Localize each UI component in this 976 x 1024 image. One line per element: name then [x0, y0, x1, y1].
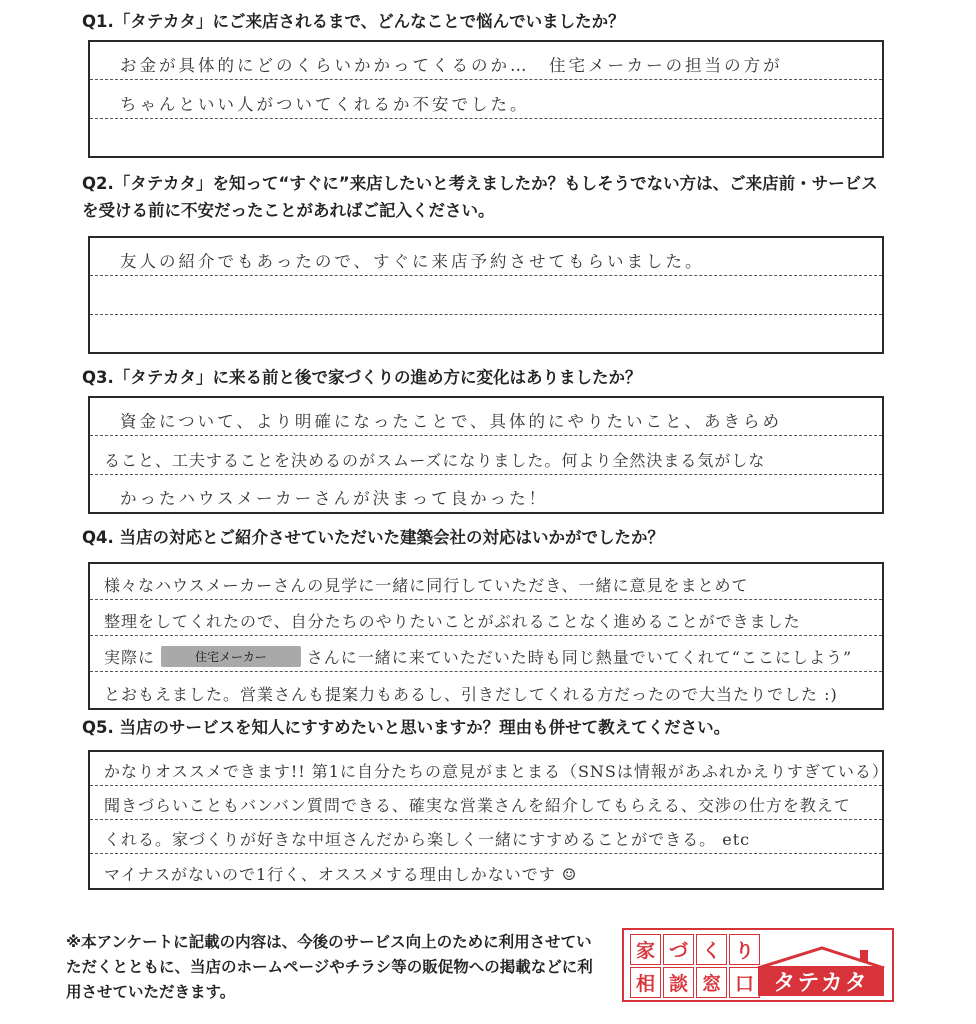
question-3-label: Q3.「タテカタ」に来る前と後で家づくりの進め方に変化はありましたか？ [82, 368, 642, 387]
answer-text: 整理をしてくれたので、自分たちのやりたいことがぶれることなく進めることができました [104, 612, 801, 631]
answer-text: かなりオススメできます!! 第1に自分たちの意見がまとまる（SNSは情報があふれかえりすぎている） [104, 762, 889, 781]
answer-text-rest: さんに一緒に来ていただいた時も同じ熱量でいてくれて“ここにしよう” [306, 648, 853, 667]
logo-char: り [729, 934, 760, 965]
answer-line [90, 786, 882, 820]
answer-line [90, 315, 882, 352]
answer-line [90, 752, 889, 786]
answer-text: とおもえました。営業さんも提案力もあるし、引きだしてくれる方だったので大当たりでした :) [104, 685, 838, 704]
logo-char: 窓 [696, 967, 727, 998]
answer-box-q1 [88, 40, 884, 158]
answer-line [90, 276, 882, 315]
logo-char: く [696, 934, 727, 965]
logo-char: 談 [663, 967, 694, 998]
answer-line [90, 600, 882, 636]
answer-line [90, 820, 882, 854]
answer-line [90, 564, 882, 600]
answer-line [90, 238, 882, 276]
answer-box-q4 [88, 562, 884, 710]
logo-char-grid [630, 934, 760, 998]
answer-text: ること、工夫することを決めるのがスムーズになりました。何より全然決まる気がしな [104, 451, 766, 470]
answer-box-q5 [88, 750, 889, 890]
answer-text: 友人の紹介でもあったので、すぐに来店予約させてもらいました。 [120, 252, 705, 271]
answer-text [104, 645, 852, 668]
logo-brand-name: タテカタ [758, 966, 884, 996]
answer-line [90, 80, 882, 119]
question-1-label: Q1.「タテカタ」にご来店されるまで、どんなことで悩んでいましたか？ [82, 12, 625, 31]
answer-text: マイナスがないので1行く、オススメする理由しかないです ☺ [104, 865, 578, 884]
answer-text: かったハウスメーカーさんが決まって良かった！ [120, 489, 549, 508]
answer-line [90, 42, 882, 80]
logo-char: づ [663, 934, 694, 965]
answer-line [90, 854, 882, 888]
answer-box-q2 [88, 236, 884, 354]
answer-line-prefix: 実際に [104, 648, 156, 667]
answer-text: 資金について、より明確になったことで、具体的にやりたいこと、あきらめ [120, 412, 783, 431]
tatekata-logo [622, 928, 894, 1002]
logo-char: 口 [729, 967, 760, 998]
question-2-label: Q2.「タテカタ」を知って“すぐに”来店したいと考えましたか？もしそうでない方は、ご来店前・サービスを受ける前に不安だったことがあればご記入ください。 [82, 174, 878, 220]
answer-line [90, 119, 882, 156]
answer-text: 様々なハウスメーカーさんの見学に一緒に同行していただき、一緒に意見をまとめて [104, 576, 749, 595]
question-4-label: Q4. 当店の対応とご紹介させていただいた建築会社の対応はいかがでしたか？ [82, 528, 665, 547]
answer-box-q3 [88, 396, 884, 514]
answer-line [90, 636, 882, 672]
footnote: ※本アンケートに記載の内容は、今後のサービス向上のために利用させていただくとともに、当店のホームページやチラシ等の販促物への掲載などに利用させていただきます。 [66, 933, 593, 1001]
answer-text: 聞きづらいこともバンバン質問できる、確実な営業さんを紹介してもらえる、交渉の仕方を教えて [104, 796, 851, 815]
answer-line [90, 475, 882, 512]
question-5-label: Q5. 当店のサービスを知人にすすめたいと思いますか？理由も併せて教えてください。 [82, 718, 731, 737]
answer-line [90, 436, 882, 475]
answer-line [90, 398, 882, 436]
answer-text: くれる。家づくりが好きな中垣さんだから楽しく一緒にすすめることができる。 etc [104, 830, 751, 849]
redacted-company-name: 住宅メーカー [161, 646, 301, 667]
answer-line [90, 672, 882, 708]
answer-text: ちゃんといい人がついてくれるか不安でした。 [120, 95, 530, 114]
logo-char: 家 [630, 934, 661, 965]
logo-char: 相 [630, 967, 661, 998]
answer-text: お金が具体的にどのくらいかかってくるのか… 住宅メーカーの担当の方が [120, 56, 783, 75]
